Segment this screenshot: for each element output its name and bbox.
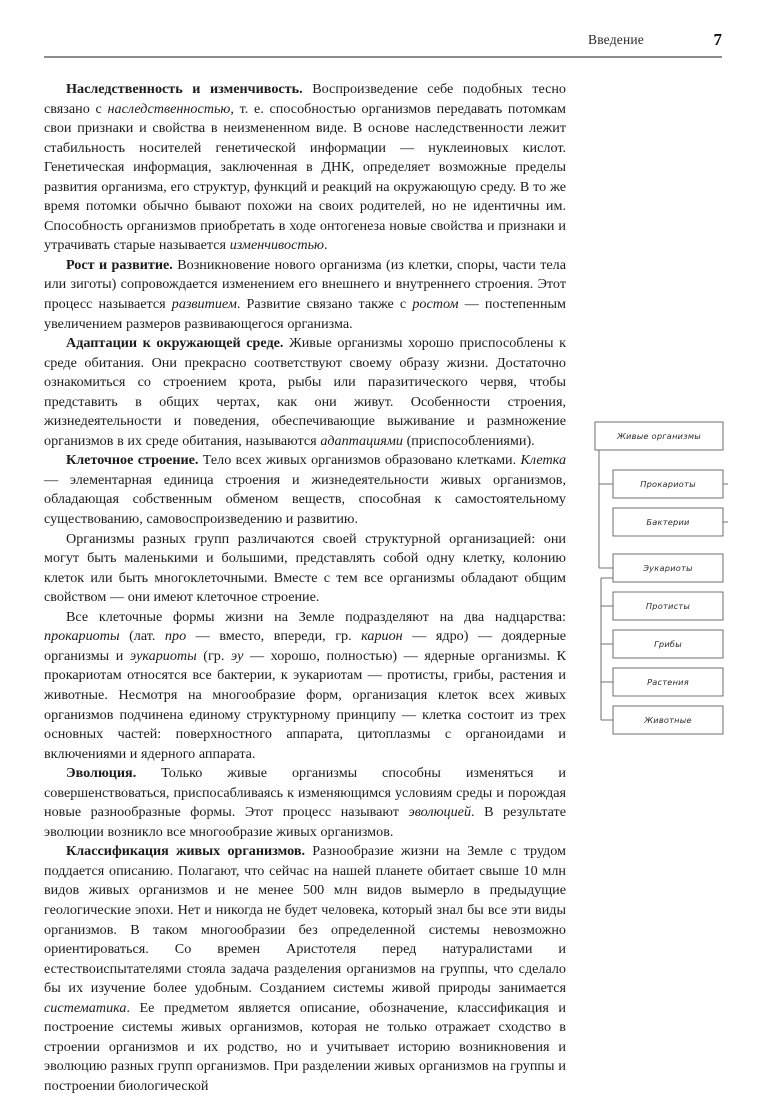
emphasised-term: про [164,628,187,645]
text-run: Все клеточные формы жизни на Земле подразделяют на два надцарства: [66,608,566,625]
text-run: , т. е. способностью организмов передавать потомкам свои признаки и свойства в неизмененном виде. В основе наследственности лежит стабильность носителей генетической информации — нуклеиновых кислот. Генетическая информация, заключенная в ДНК, определяет возможные пределы развития организма, его структур, функций и реакций на окружающую среду. В то же время потомки обычно бывают похожи на своих родителей, но не идентичны им. Способность организмов приобретать в ходе онтогенеза новые свойства и признаки и утрачивать старые называется [44,100,566,254]
diagram-node-prokaryotes[interactable] [613,470,723,498]
diagram-node-root[interactable] [595,422,723,450]
diagram-node-label: Протисты [645,601,691,611]
emphasised-term: эу [230,647,244,664]
text-run: — элементарная единица строения и жизнедеятельности живых организмов, обладающая собственным обменом веществ, способная к самостоятельному существованию, самовоспроизведению и развитию. [44,471,566,528]
text-run: Воспроизведение себе подобных тесно связано с [44,81,566,117]
diagram-node-label: Грибы [654,639,682,649]
running-head-title: Введение [587,32,644,47]
text-run: Возникновение нового организма (из клетки, споры, части тела или зиготы) сопровождается изменением его внешнего и внутреннего строения. Этот процесс называется [44,256,567,313]
diagram-svg [588,418,728,744]
text-run: (гр. [196,647,231,664]
emphasised-term: эволюцией [408,804,472,821]
text-run: . В результате эволюции возникло все многообразие живых организмов. [44,804,566,840]
diagram-node-plants[interactable] [613,668,723,696]
diagram-node-animals[interactable] [613,706,723,734]
diagram-node-bacteria[interactable] [613,508,723,536]
text-run: — хорошо, полностью) — ядерные организмы. К прокариотам относятся все бактерии, к эукариотам — протисты, грибы, растения и животные. Несмотря на многообразие форм, организация клеток всех живых организмов подчинена единому структурному принципу — клетка состоит из трех основных частей: поверхностного аппарата, цитоплазмы с органоидами и включениями и ядерного аппарата. [44,647,567,762]
text-run: — постепенным увеличением размеров развивающегося организма. [44,296,566,332]
header-rule [44,56,722,58]
diagram-node-label: Бактерии [646,517,690,527]
text-run: Только живые организмы способны изменяться и совершенствоваться, приспосабливаясь к изменяющимся условиям среды и порождая новые разнообразные формы. Этот процесс называют [44,765,566,821]
paragraph-lead-term: Клеточное строение. [66,452,199,469]
text-run: . Ее предметом является описание, обозначение, классификация и построение системы живых организмов, которая не только отражает сходство в строении организмов и их родство, но и учитывает историю возникновения и эволюцию разных групп организмов. При разделении живых организмов на группы и построении биологической [44,999,566,1094]
text-run: . [323,237,328,254]
paragraph-cell-structure [44,451,566,529]
paragraph-evolution [44,764,566,842]
body-text-column [44,80,566,1096]
text-run: Тело всех живых организмов образовано клетками. [198,452,521,469]
diagram-node-label: Животные [644,715,692,725]
text-run: Живые организмы хорошо приспособлены к среде обитания. Они прекрасно соответствуют своему образу жизни. Достаточно ознакомиться со строением крота, рыбы или паразитического червя, чтобы представить в общих чертах, как они живут. Особенности строения, жизнедеятельности и поведения, обеспечивающие выживание и размножение организмов в их среде обитания, называются [44,335,567,449]
paragraph-growth [44,256,566,334]
paragraph-superkingdoms [44,608,566,764]
diagram-node-label: Эукариоты [643,563,693,573]
paragraph-adaptation [44,334,566,451]
emphasised-term: изменчивостью [229,237,324,254]
diagram-node-protists[interactable] [613,592,723,620]
text-run: — вместо, впереди, гр. [186,628,362,645]
emphasised-term: карион [361,628,403,645]
text-run: — ядро) — доядерные организмы и [44,628,566,664]
text-run: Организмы разных групп различаются своей структурной организацией: они могут быть маленькими и большими, представлять собой одну клетку, колонию клеток или быть многоклеточными. Вместе с тем все организмы обладают общим свойством — они имеют клеточное строение. [44,530,566,606]
emphasised-term: развитием [171,296,237,313]
paragraph-lead-term: Адаптации к окружающей среде. [66,335,284,352]
paragraph-heredity [44,80,566,256]
text-run: Разнообразие жизни на Земле с трудом поддается описанию. Полагают, что сейчас на нашей планете обитает свыше 10 млн видов живых организмов и не менее 500 млн видов вымерло в предыдущие геологические эпохи. Нет и никогда не будет человека, который знал бы все эти виды организмов. В таком многообразии без определенной системы невозможно ориентироваться. Со времен Аристотеля перед натуралистами и естествоиспытателями стояла задача разделения организмов на группы, что сделало бы их изучение более удобным. Созданием системы живой природы занимается [44,843,566,997]
emphasised-term: систематика [44,999,127,1016]
emphasised-term: адаптациями [320,432,403,449]
running-head [44,32,722,58]
page-number: 7 [713,30,722,49]
classification-diagram [588,418,728,744]
diagram-node-label: Прокариоты [640,479,696,489]
text-run: (лат. [119,628,165,645]
diagram-node-eukaryotes[interactable] [613,554,723,582]
paragraph-lead-term: Рост и развитие. [66,256,173,273]
paragraph-lead-term: Наследственность и изменчивость. [66,81,303,97]
paragraph-classification [44,842,566,1096]
emphasised-term: эукариоты [129,647,197,664]
text-run: . Развитие связано также с [236,296,413,313]
emphasised-term: ростом [412,296,459,313]
diagram-node-label: Живые организмы [616,431,702,441]
emphasised-term: Клетка [520,452,567,469]
paragraph-lead-term: Эволюция. [66,765,137,782]
diagram-node-label: Растения [647,677,689,687]
text-run: (приспособлениями). [402,432,535,449]
paragraph-organization [44,530,566,608]
diagram-node-fungi[interactable] [613,630,723,658]
emphasised-term: наследственностью [107,100,231,117]
emphasised-term: прокариоты [44,628,120,645]
paragraph-lead-term: Классификация живых организмов. [66,843,305,860]
